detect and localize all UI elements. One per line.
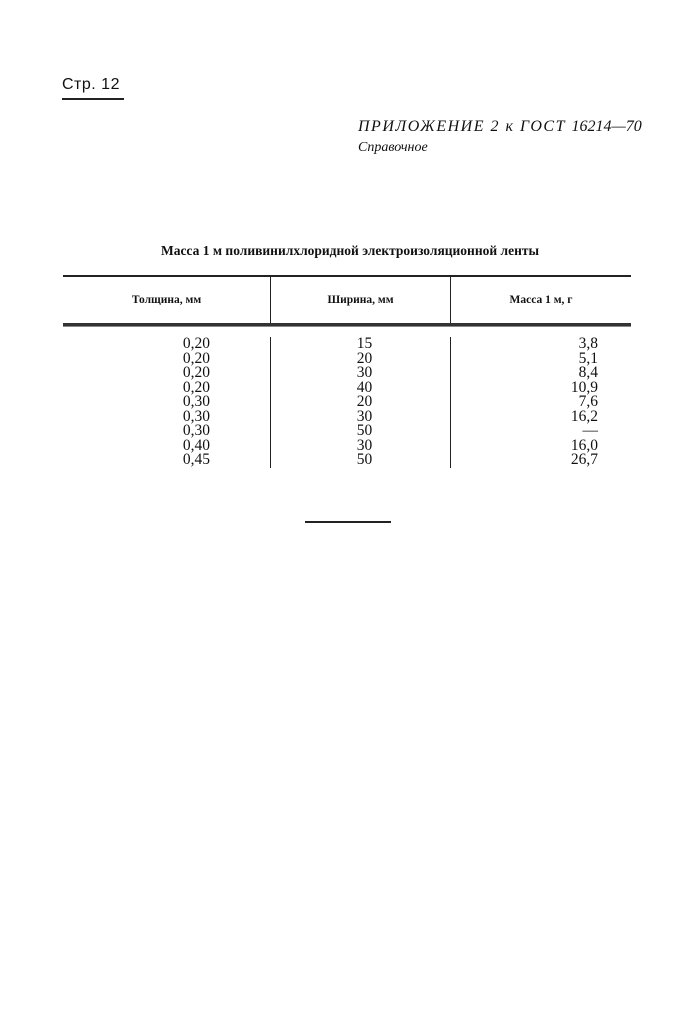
appendix-heading [358, 118, 642, 136]
table-cell: 15 [356, 335, 373, 352]
table-cell: 50 [356, 451, 373, 468]
table-cell: 30 [356, 436, 373, 454]
table-cell: 7,6 [578, 393, 598, 410]
table-title: Масса 1 м поливинилхлоридной электроизоляционной ленты [160, 243, 540, 258]
column-width [271, 337, 451, 468]
table-cell: 30 [356, 364, 373, 381]
column-thickness [63, 337, 271, 468]
table-cell: 5,1 [578, 349, 598, 367]
page-number-underline [62, 98, 124, 100]
column-mass [451, 337, 631, 468]
table-cell: 50 [356, 422, 373, 439]
table-cell: 20 [356, 393, 373, 410]
table-cell: 0,30 [182, 422, 210, 439]
reference-label: Справочное [358, 140, 428, 155]
table-cell: 10,9 [570, 378, 598, 396]
table-cell: 0,40 [182, 436, 210, 454]
table-cell: — [582, 422, 598, 439]
table-cell: 0,30 [182, 393, 210, 410]
table-cell: 0,20 [182, 349, 210, 367]
column-header-thickness: Толщина, мм [63, 277, 271, 323]
table-cell: 8,4 [578, 364, 598, 381]
page-number: Стр. 12 [62, 76, 120, 93]
table-cell: 0,20 [182, 378, 210, 396]
table-cell: 3,8 [578, 335, 598, 352]
table-cell: 0,20 [182, 364, 210, 381]
table-body [63, 327, 631, 476]
table-cell: 20 [356, 349, 373, 367]
table-cell: 0,30 [182, 407, 210, 425]
table-cell: 16,0 [570, 436, 598, 454]
mass-table [63, 275, 631, 476]
appendix-title: ПРИЛОЖЕНИЕ 2 к ГОСТ [358, 118, 566, 135]
table-cell: 40 [356, 378, 373, 396]
table-cell: 0,45 [182, 451, 210, 468]
table-cell: 26,7 [570, 451, 598, 468]
table-header-row [63, 277, 631, 323]
end-of-section-rule [305, 521, 391, 523]
table-cell: 0,20 [182, 335, 210, 352]
column-header-width: Ширина, мм [271, 277, 451, 323]
table-cell: 16,2 [570, 407, 598, 425]
column-header-mass: Масса 1 м, г [509, 294, 573, 306]
table-cell: 30 [356, 407, 373, 425]
standard-number: 16214—70 [571, 118, 642, 135]
